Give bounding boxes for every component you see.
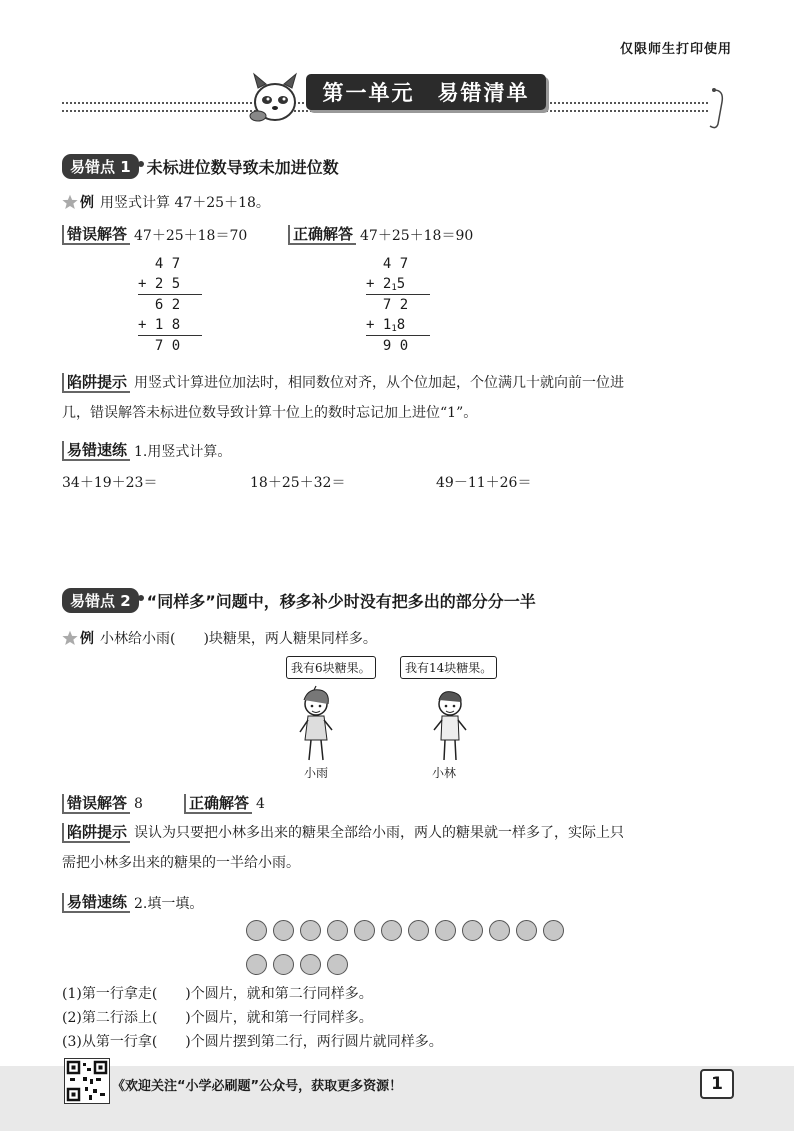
problem-3: 49－11＋26＝ [436, 475, 532, 491]
plus-sign: + [138, 276, 147, 292]
s2-example-line [62, 628, 377, 648]
star-icon [62, 630, 78, 646]
s1-right-vertical-calc [366, 254, 430, 356]
calc-digit: 1 [382, 317, 392, 333]
s2-wrong-tag: 错误解答 [62, 794, 130, 814]
s2-practice-text: 2.填一填。 [134, 896, 204, 912]
s2-example-text: 小林给小雨( )块糖果，两人糖果同样多。 [100, 631, 377, 647]
question-2: (2)第二行添上( )个圆片，就和第一行同样多。 [62, 1010, 373, 1026]
problem-2: 18＋25＋32＝ [250, 475, 346, 491]
calc-row: 7 2 [366, 297, 409, 313]
plus-sign: + [366, 317, 375, 333]
carry-mark: 1 [391, 283, 397, 293]
s2-right-answer [184, 794, 265, 814]
disc [435, 920, 456, 941]
name-label-left: 小雨 [304, 766, 329, 780]
calc-row: 4 7 [138, 256, 181, 272]
s1-practice [62, 441, 231, 461]
disc [543, 920, 564, 941]
section-1-title: 未标进位数导致未加进位数 [146, 158, 339, 177]
s1-example-text: 用竖式计算 47＋25＋18。 [100, 195, 270, 211]
disc [300, 920, 321, 941]
s1-right-text: 47＋25＋18＝90 [360, 228, 474, 244]
speech-bubble-right: 我有14块糖果。 [400, 656, 497, 679]
s1-tip-line-2: 几，错误解答未标进位数导致计算十位上的数时忘记加上进位“1”。 [62, 405, 478, 421]
s1-wrong-tag: 错误解答 [62, 225, 130, 245]
s1-tip-tag: 陷阱提示 [62, 373, 130, 393]
unit-title: 第一单元 易错清单 [306, 74, 546, 110]
mascot-icon [246, 70, 304, 124]
s2-practice-tag: 易错速练 [62, 893, 130, 913]
s2-questions [62, 982, 443, 1054]
calc-row: 4 7 [366, 256, 409, 272]
calc-digit: 8 [396, 317, 406, 333]
disc [327, 920, 348, 941]
disc [300, 954, 321, 975]
qr-code [64, 1058, 110, 1104]
s1-wrong-answer [62, 225, 247, 245]
s2-right-tag: 正确解答 [184, 794, 252, 814]
s2-wrong-text: 8 [134, 796, 143, 812]
question-3: (3)从第一行拿( )个圆片摆到第二行，两行圆片就同样多。 [62, 1034, 443, 1050]
disc [273, 954, 294, 975]
s1-tip [62, 368, 734, 428]
calc-row: 9 0 [366, 338, 409, 354]
disc [327, 954, 348, 975]
disc [516, 920, 537, 941]
s1-practice-text: 1.用竖式计算。 [134, 444, 232, 460]
s2-tip-line-1: 误认为只要把小林多出来的糖果全部给小雨，两人的糖果就一样多了，实际上只 [134, 825, 625, 841]
plus-sign: + [138, 317, 147, 333]
problem-1: 34＋19＋23＝ [62, 475, 158, 491]
calc-row: 7 0 [138, 338, 181, 354]
section-2-title: “同样多”问题中，移多补少时没有把多出的部分分一半 [146, 592, 536, 611]
disc [489, 920, 510, 941]
section-2-badge: 易错点 2 [62, 588, 139, 613]
section-1-header [62, 154, 339, 179]
s1-example-tag: 例 [80, 195, 94, 211]
s1-tip-line-1: 用竖式计算进位加法时，相同数位对齐，从个位加起，个位满几十就向前一位进 [134, 375, 625, 391]
disc-row-1 [246, 920, 570, 945]
question-1: (1)第一行拿走( )个圆片，就和第二行同样多。 [62, 986, 373, 1002]
s1-example-line [62, 192, 270, 212]
disc [381, 920, 402, 941]
disc [408, 920, 429, 941]
s2-right-text: 4 [256, 796, 265, 812]
boy-figure-icon [428, 684, 472, 766]
section-2-header [62, 588, 536, 613]
unit-banner [306, 74, 550, 114]
s1-right-tag: 正确解答 [288, 225, 356, 245]
s2-wrong-answer [62, 794, 143, 814]
s1-practice-tag: 易错速练 [62, 441, 130, 461]
s2-tip [62, 818, 734, 878]
s2-practice [62, 893, 203, 913]
s1-right-answer [288, 225, 473, 245]
disc [246, 954, 267, 975]
footer-text: 《欢迎关注“小学必刷题”公众号，获取更多资源！ [112, 1079, 403, 1094]
s1-wrong-text: 47＋25＋18＝70 [134, 228, 248, 244]
s1-wrong-vertical-calc [138, 254, 202, 356]
carry-mark: 1 [391, 324, 397, 334]
calc-digit: 2 [382, 276, 392, 292]
s2-tip-line-2: 需把小林多出来的糖果的一半给小雨。 [62, 855, 300, 871]
disc [354, 920, 375, 941]
calc-digit: 5 [396, 276, 406, 292]
plus-sign: + [366, 276, 375, 292]
speech-bubble-left: 我有6块糖果。 [286, 656, 376, 679]
girl-figure-icon [294, 680, 338, 766]
calc-row: 1 8 [154, 317, 181, 333]
disc-row-2 [246, 954, 354, 979]
disc [462, 920, 483, 941]
disc [246, 920, 267, 941]
qr-code-icon [65, 1059, 109, 1103]
name-label-right: 小林 [432, 766, 457, 780]
calc-row: 6 2 [138, 297, 181, 313]
section-1-badge: 易错点 1 [62, 154, 139, 179]
binder-hook-icon [704, 86, 728, 130]
s2-tip-tag: 陷阱提示 [62, 823, 130, 843]
star-icon [62, 194, 78, 210]
s2-example-tag: 例 [80, 631, 94, 647]
page-number: 1 [700, 1069, 734, 1099]
print-note: 仅限师生打印使用 [619, 42, 732, 57]
calc-row: 2 5 [154, 276, 181, 292]
disc [273, 920, 294, 941]
